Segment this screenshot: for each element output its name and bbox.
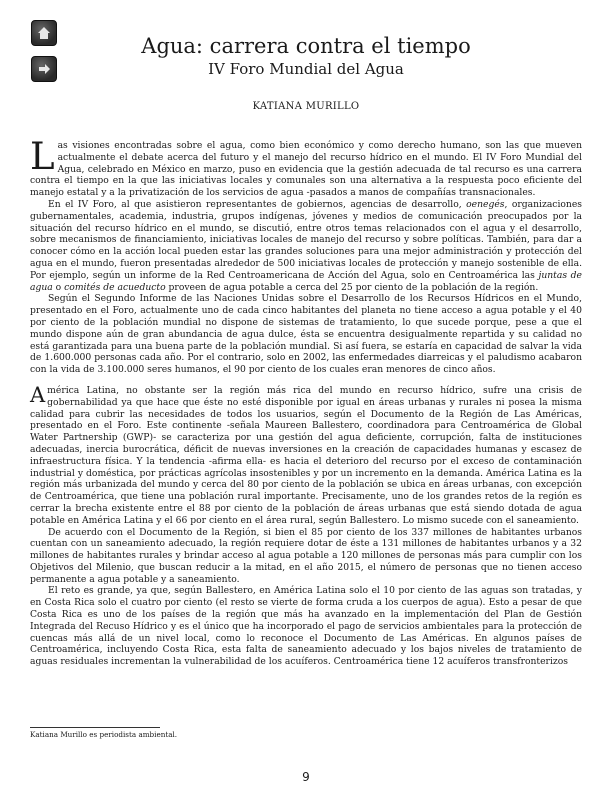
paragraph-4 [30,382,582,527]
paragraph-3: Según el Segundo Informe de las Naciones Unidas sobre el Desarrollo de los Recursos Hídricos en el Mundo, presentado en el Foro, actualmente uno de cada cinco habitantes del planeta no tiene acceso a agua potable y el 40 por ciento de la población mundial no dispone de sistemas de tratamiento, lo que sucede porque, pese a que el mundo dispone aún de gran abundancia de agua dulce, ésta se encuentra desigualmente repartida y su calidad no está garantizada para una buena parte de la población mundial. Si así fuera, se estaría en capacidad de salvar la vida de 1.600.000 personas cada año. Por el contrario, solo en 2002, las enfermedades diarreicas y el paludismo acabaron con la vida de 3.100.000 seres humanos, el 90 por ciento de los cuales eran menores de cinco años. [30,293,582,376]
article-subtitle: IV Foro Mundial del Agua [208,60,404,78]
drop-cap-a: A [30,382,46,407]
paragraph-2 [30,199,582,293]
paragraph-1-text: as visiones encontradas sobre el agua, como bien económico y como derecho humano, son las que mueven actualmente el debate acerca del futuro y el manejo del recurso hídrico en el mundo. El IV Foro Mundial del Agua, celebrado en México en marzo, puso en evidencia que la gestión adecuada de tal recurso es una carrera contra el tiempo en la que las iniciativas locales y comunales son una alternativa a la respuesta poco eficiente del manejo estatal y a la privatización de los servicios de agua -pasados a manos de compañías transnacionales. [30,140,582,199]
article-title: Agua: carrera contra el tiempo [141,34,471,58]
paragraph-2-text-g: proveen de agua potable a cerca del 25 por ciento de la población de la región. [165,281,539,293]
paragraph-2-italic-juntas: juntas de agua [30,269,582,293]
page-number: 9 [302,770,310,784]
paragraph-2-text-a: En el IV Foro, al que asistieron representantes de gobiernos, agencias de desarrollo, [48,198,467,210]
article-author: KATIANA MURILLO [252,101,360,112]
footnote: Katiana Murillo es periodista ambiental. [30,730,178,739]
paragraph-2-italic-oeneges: oenegés [466,198,505,210]
paragraph-2-text-c: , organizaciones gubernamentales, academia, industria, grupos indígenas, jóvenes y medios de comunicación preocupados por la situación del recurso hídrico en el mundo, se discutió, entre otros temas relacionados con el agua y el desarrollo, sobre mecanismos de financiamiento, iniciativas locales de manejo del recurso y sobre políticas. También, para dar a conocer cómo en la acción local pueden estar las grandes soluciones para una mejor administración y protección del agua en el mundo, fueron presentadas alrededor de 500 iniciativas locales de protección y manejo sostenible de ella. Por ejemplo, según un informe de la Red Centroamericana de Acción del Agua, solo en Centroamérica las [30,198,582,281]
paragraph-1 [30,135,582,199]
paragraph-2-text-e: o [52,281,65,293]
article-body [30,135,582,668]
paragraph-2-italic-comites: comités de acueducto [64,281,166,293]
footnote-divider [30,727,160,728]
paragraph-6: El reto es grande, ya que, según Ballestero, en América Latina solo el 10 por ciento de las aguas son tratadas, y en Costa Rica solo el cuatro por ciento (el resto se vierte de forma cruda a los cuerpos de agua). Esto a pesar de que Costa Rica es uno de los países de la región que más ha avanzado en la implementación del Plan de Gestión Integrada del Recuso Hídrico y es el único que ha incorporado el pago de servicios ambientales para la protección de cuencas más allá de un nivel local, como lo reconoce el Documento de Las Américas. En algunos países de Centroamérica, incluyendo Costa Rica, esta falta de saneamiento adecuado y los bajos niveles de tratamiento de aguas residuales incrementan la vulnerabilidad de los acuíferos. Centroamérica tiene 12 acuíferos transfronterizos [30,585,582,668]
paragraph-4-text: mérica Latina, no obstante ser la región más rica del mundo en recurso hídrico, sufre una crisis de gobernabilidad ya que hace que éste no esté disponible por igual en áreas urbanas y rurales ni posea la misma calidad para cubrir las necesidades de todos los usuarios, según el Documento de la Región de Las Américas, presentado en el Foro. Este continente -señala Maureen Ballestero, coordinadora para Centroamérica de Global Water Partnership (GWP)- se caracteriza por una gestión del agua deficiente, corrupción, falta de instituciones adecuadas, inercia burocrática, déficit de nuevas inversiones en la creación de capacidades humanas y escasez de infraestructura física. Y la tendencia -afirma ella- es hacia el deterioro del recurso por el exceso de contaminación industrial y doméstica, por prácticas agrícolas insostenibles y por un incremento en la demanda. América Latina es la región más urbanizada del mundo y cerca del 80 por ciento de la población se ubica en áreas urbanas, con excepción de Centroamérica, que tiene una población rural importante. Precisamente, uno de los grandes retos de la región es cerrar la brecha existente entre el 88 por ciento de la población de áreas urbanas que está siendo dotada de agua potable en América Latina y el 66 por ciento en el área rural, según Ballestero. Lo mismo sucede con el saneamiento. [30,384,582,526]
paragraph-5: De acuerdo con el Documento de la Región, si bien el 85 por ciento de los 337 millones de habitantes urbanos cuentan con un saneamiento adecuado, la región requiere dotar de éste a 131 millones de habitantes urbanos y a 32 millones de habitantes rurales y brindar acceso al agua potable a 120 millones de personas más para cumplir con los Objetivos del Milenio, que buscan reducir a la mitad, en el año 2015, el número de personas que no tienen acceso permanente a agua potable y a saneamiento. [30,526,582,585]
drop-cap-l: L [30,135,55,178]
